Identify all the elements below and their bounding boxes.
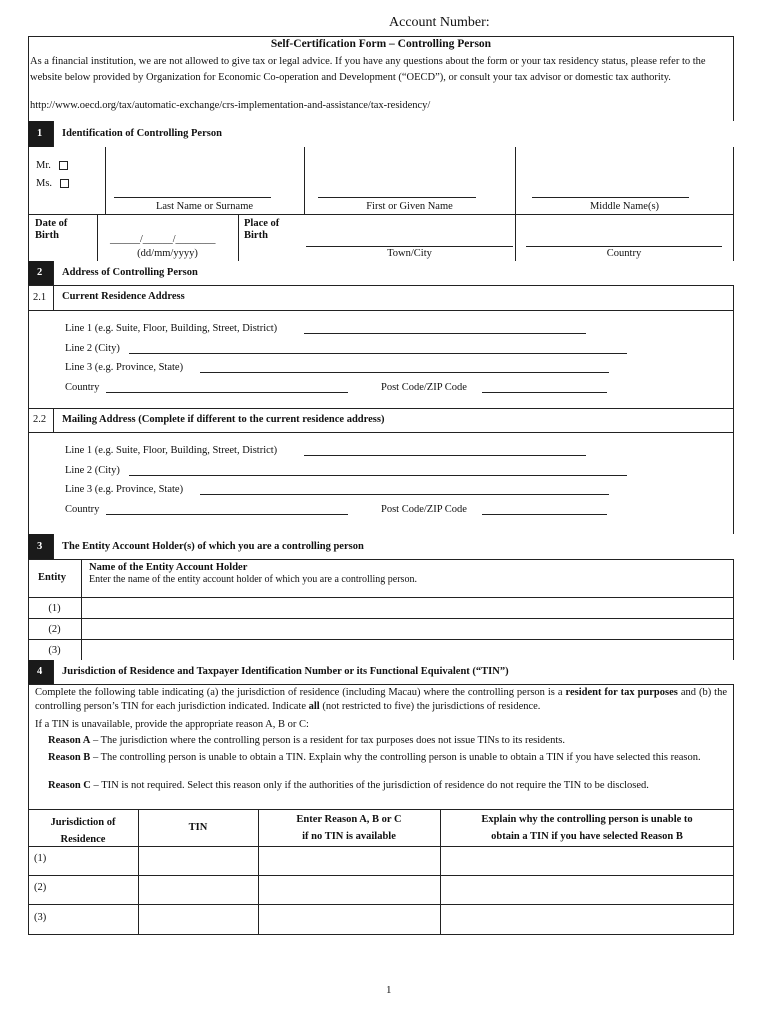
tin-row-3-tin[interactable] [139, 905, 257, 933]
tin-row-2-explain[interactable] [441, 876, 733, 903]
entity-row-3-field[interactable] [82, 640, 733, 660]
tin-row-3-label: (3) [34, 912, 47, 923]
current-postcode-field[interactable] [482, 392, 607, 393]
entity-name-desc: Enter the name of the entity account holder of which you are a controlling person. [89, 574, 417, 585]
entity-label: Entity [38, 572, 67, 583]
country-of-birth-label: Country [606, 248, 642, 259]
tin-row-1-explain[interactable] [441, 847, 733, 874]
first-name-field[interactable] [318, 197, 476, 198]
ms-label: Ms. [36, 178, 53, 189]
current-country-field[interactable] [106, 392, 348, 393]
country-of-birth-field[interactable] [526, 246, 722, 247]
tin-row-1-reason[interactable] [259, 847, 439, 874]
current-line1-field[interactable] [304, 333, 586, 334]
entity-row-2-label: (2) [48, 624, 61, 635]
mr-checkbox[interactable] [59, 161, 68, 170]
ms-checkbox[interactable] [60, 179, 69, 188]
col-reason-2: if no TIN is available [302, 831, 396, 842]
town-field[interactable] [306, 246, 513, 247]
last-name-label: Last Name or Surname [155, 201, 254, 212]
section2-title: Address of Controlling Person [62, 267, 198, 278]
entity-row-1-field[interactable] [82, 598, 733, 618]
mailing-postcode-label: Post Code/ZIP Code [381, 504, 467, 515]
section2-number: 2 [37, 267, 43, 278]
col-explain-1: Explain why the controlling person is unable to [481, 814, 693, 825]
mailing-postcode-field[interactable] [482, 514, 607, 515]
current-line2-label: Line 2 (City) [65, 343, 120, 354]
title-ms-option[interactable] [36, 178, 69, 189]
section4-intro: Complete the following table indicating (a) the jurisdiction of residence (including Macau) where the controlling person is a resident for tax purposes and (b) the controlling person’s TIN for each jurisdiction indicated. Indicate all (not restricted to five) the jurisdictions of residence. [35, 687, 727, 712]
entity-row-3-label: (3) [48, 645, 61, 656]
col-jurisdiction: Jurisdiction of Residence [50, 817, 116, 845]
col-tin: TIN [188, 822, 208, 833]
entity-row-2-field[interactable] [82, 619, 733, 639]
current-line1-label: Line 1 (e.g. Suite, Floor, Building, Street, District) [65, 323, 278, 334]
mr-label: Mr. [36, 160, 51, 171]
title-mr-option[interactable] [36, 160, 68, 171]
account-number-label: Account Number: [389, 15, 490, 30]
last-name-field[interactable] [114, 197, 271, 198]
middle-name-label: Middle Name(s) [589, 201, 660, 212]
tin-row-2-label: (2) [34, 882, 47, 893]
current-line3-field[interactable] [200, 372, 609, 373]
col-reason-1: Enter Reason A, B or C [296, 814, 402, 825]
oecd-link[interactable]: http://www.oecd.org/tax/automatic-exchange/crs-implementation-and-assistance/tax-residency/ [30, 100, 431, 111]
section3-title: The Entity Account Holder(s) of which you are a controlling person [62, 541, 364, 552]
dob-field[interactable]: ______/______/________ [110, 234, 216, 245]
intro-text: As a financial institution, we are not allowed to give tax or legal advice. If you have any questions about the form or your tax residency status, please refer to the website below provided by Organization for Economic Co-operation and Development (“OECD”), or consult your tax advisor or domestic tax authority. [30, 56, 706, 83]
mailing-line2-label: Line 2 (City) [65, 465, 120, 476]
current-line2-field[interactable] [129, 353, 627, 354]
form-title: Self-Certification Form – Controlling Person [270, 38, 492, 50]
section3-number: 3 [37, 541, 43, 552]
mailing-line3-label: Line 3 (e.g. Province, State) [65, 484, 184, 495]
entity-row-1-label: (1) [48, 603, 61, 614]
tin-row-2-tin[interactable] [139, 876, 257, 903]
tin-row-1-label: (1) [34, 853, 47, 864]
pob-label: Place of Birth [244, 218, 280, 241]
section1-number: 1 [37, 128, 43, 139]
middle-name-field[interactable] [532, 197, 689, 198]
current-country-label: Country [65, 382, 100, 393]
section4-number: 4 [37, 666, 43, 677]
current-postcode-label: Post Code/ZIP Code [381, 382, 467, 393]
dob-label: Date of Birth [35, 218, 68, 241]
mailing-country-label: Country [65, 504, 100, 515]
section1-title: Identification of Controlling Person [62, 128, 222, 139]
tin-row-3-explain[interactable] [441, 905, 733, 933]
tin-unavailable-text: If a TIN is unavailable, provide the appropriate reason A, B or C: [35, 719, 309, 730]
dob-format: (dd/mm/yyyy) [137, 248, 198, 259]
town-label: Town/City [387, 248, 432, 259]
section4-title: Jurisdiction of Residence and Taxpayer Identification Number or its Functional Equivalent (“TIN”) [62, 666, 509, 677]
sub21-number: 2.1 [33, 292, 47, 303]
reason-a: Reason A – The jurisdiction where the controlling person is a resident for tax purposes does not issue TINs to its residents. [48, 735, 565, 746]
first-name-label: First or Given Name [366, 201, 453, 212]
tin-row-3-reason[interactable] [259, 905, 439, 933]
mailing-line3-field[interactable] [200, 494, 609, 495]
mailing-country-field[interactable] [106, 514, 348, 515]
sub22-title: Mailing Address (Complete if different to the current residence address) [62, 414, 385, 425]
sub22-number: 2.2 [33, 414, 47, 425]
reason-c: Reason C – TIN is not required. Select this reason only if the authorities of the jurisdiction of residence do not require the TIN to be disclosed. [48, 780, 649, 791]
col-explain-2: obtain a TIN if you have selected Reason B [491, 831, 683, 842]
tin-row-2-reason[interactable] [259, 876, 439, 903]
mailing-line2-field[interactable] [129, 475, 627, 476]
mailing-line1-label: Line 1 (e.g. Suite, Floor, Building, Street, District) [65, 445, 278, 456]
sub21-title: Current Residence Address [62, 291, 185, 302]
tin-row-1-tin[interactable] [139, 847, 257, 874]
page-number: 1 [386, 984, 392, 996]
mailing-line1-field[interactable] [304, 455, 586, 456]
current-line3-label: Line 3 (e.g. Province, State) [65, 362, 184, 373]
reason-b: Reason B – The controlling person is unable to obtain a TIN. Explain why the controlling person is unable to obtain a TIN if you have selected this reason. [48, 752, 701, 763]
entity-name-header: Name of the Entity Account Holder [89, 562, 248, 573]
